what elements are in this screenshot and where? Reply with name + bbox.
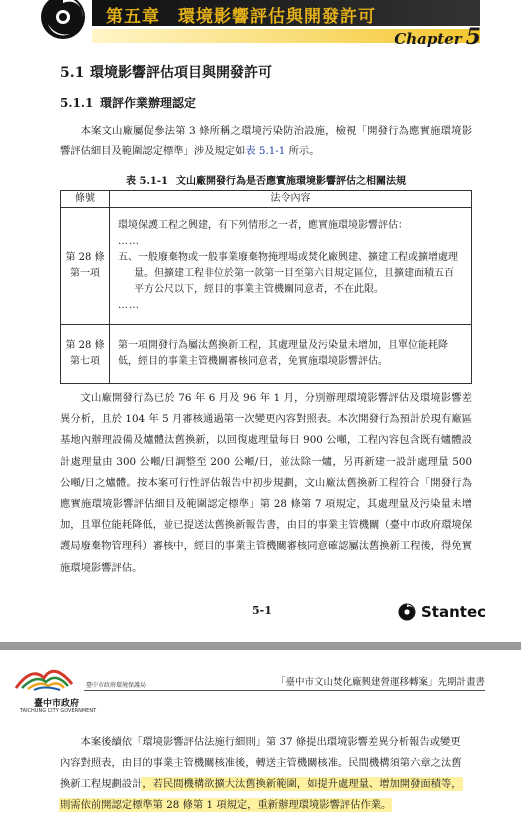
table-row: [61, 208, 472, 325]
stantec-swirl-icon: [398, 603, 416, 621]
page-number: 5-1: [252, 604, 272, 617]
text-line: 本案後續依「環境影響評估法施行細則」第 37 條提出環境影響差異分析報告或變更: [80, 736, 461, 748]
item-line: 第 28 條: [65, 252, 105, 263]
highlighted-text: 則需依前開認定標準第 28 條第 1 項規定，重新辦理環境影響評估作業。: [60, 799, 392, 811]
section-heading: [60, 62, 272, 82]
paragraph-project-status: 文山廠開發行為已於 76 年 6 月及 96 年 1 月，分別辦理環境影響評估及環境影響差異分析，且於 104 年 5 月審核通過第一次變更內容對照表。本次開發行為預計於現有廠區基地內辦理設備及爐體汰舊換新，以回復處理量每日 900 公噸，工程內容包含既有爐體設計處理量由 300 公噸/日調整至 200 公噸/日，並汰除一爐，另再新建一設計處理量 500 公噸/日之爐體。按本案可行性評估報告中初步規劃，文山廠汰舊換新工程符合「開發行為應實施環境影響評估細目及範圍認定標準」第 28 條第 7 項規定，其處理量及污染量未增加，且單位能耗降低，並已提送汰舊換新報告書，由目的事業主管機關（臺中市政府環境保護局廢棄物管理科）審核中，經目的事業主管機關審核同意確認屬汰舊換新工程後，得免實施環境影響評估。: [60, 392, 472, 574]
chapter-swirl-logo: [40, 0, 86, 40]
item-line: 第一項: [70, 268, 100, 279]
item-line: 第七項: [70, 356, 100, 367]
paragraph-intro-tail: 所示。: [285, 145, 320, 157]
subsection-title: 環評作業辦理認定: [100, 96, 197, 110]
chapter-label: [394, 24, 481, 50]
taichung-city-logo-icon: [12, 658, 76, 692]
text-fragment: 換新工程規劃設計: [60, 778, 143, 790]
table-cell-item: [61, 325, 110, 384]
section-number: 5.1: [60, 65, 85, 81]
table-cell-content: 第一項開發行為屬汰舊換新工程，其處理量及污染量未增加，且單位能耗降低，經目的事業主管機關審核同意者，免實施環境影響評估。: [110, 325, 472, 384]
regulation-table: [60, 190, 472, 384]
highlighted-text: ，若民間機構欲擴大汰舊換新範圍，如提升處理量、增加開發面積等，: [142, 778, 462, 790]
page-2-header-title: 「臺中市文山焚化廠興建營運移轉案」先期計畫書: [275, 677, 485, 688]
table-header-item: 條號: [61, 191, 110, 208]
paragraph-intro: [60, 121, 472, 161]
item-line: 第 28 條: [65, 340, 105, 351]
subsection-number: 5.1.1: [60, 96, 94, 110]
document-page-2: [0, 650, 521, 819]
text-line: [60, 774, 472, 795]
table-row: [61, 325, 472, 384]
subsection-heading: [60, 94, 196, 111]
regulation-intro: 環境保護工程之興建，有下列情形之一者，應實施環境影響評估：: [118, 220, 408, 231]
table-header-content: 法令內容: [110, 191, 472, 208]
section-title: 環境影響評估項目與開發許可: [90, 65, 272, 81]
stantec-wordmark: Stantec: [421, 603, 487, 621]
taichung-logo-english: TAICHUNG CITY GOVERNMENT: [20, 708, 97, 714]
table-reference-link[interactable]: 表 5.1-1: [245, 145, 286, 157]
header-rule: [84, 690, 485, 691]
table-cell-content: [110, 208, 472, 325]
paragraph-intro-text: 本案文山廠屬促參法第 3 條所稱之環境污染防治設施，檢視「開發行為應實施環境影響評估細目及範圍認定標準」涉及規定如: [60, 125, 472, 157]
ellipsis: ……: [118, 300, 140, 311]
taichung-logo-name: 臺中市政府: [34, 699, 80, 709]
bureau-name: 臺中市政府環境保護局: [86, 682, 147, 689]
stantec-logo: [398, 601, 486, 623]
text-line: 內容對照表，由目的事業主管機關核准後，轉送主管機關核准。民間機構須第六章之汰舊: [60, 757, 462, 769]
chapter-number: 5: [465, 24, 481, 50]
table-caption-number: 表 5.1-1: [126, 176, 168, 187]
table-caption-title: 文山廠開發行為是否應實施環境影響評估之相關法規: [176, 176, 406, 187]
paragraph-follow-up: [60, 732, 472, 816]
chapter-title: 第五章 環境影響評估與開發許可: [106, 7, 376, 27]
regulation-clause: 五、一般廢棄物或一般事業廢棄物掩埋場或焚化廠興建、擴建工程或擴增處理量。但擴建工程非位於第一款第一目至第六目規定區位，且擴建面積五百平方公尺以下，經目的事業主管機關同意者，不在此限。: [118, 252, 458, 295]
text-line: [60, 795, 472, 816]
ellipsis: ……: [118, 236, 140, 247]
chapter-label-en: Chapter: [394, 30, 462, 48]
table-cell-item: [61, 208, 110, 325]
table-caption: [60, 172, 472, 187]
